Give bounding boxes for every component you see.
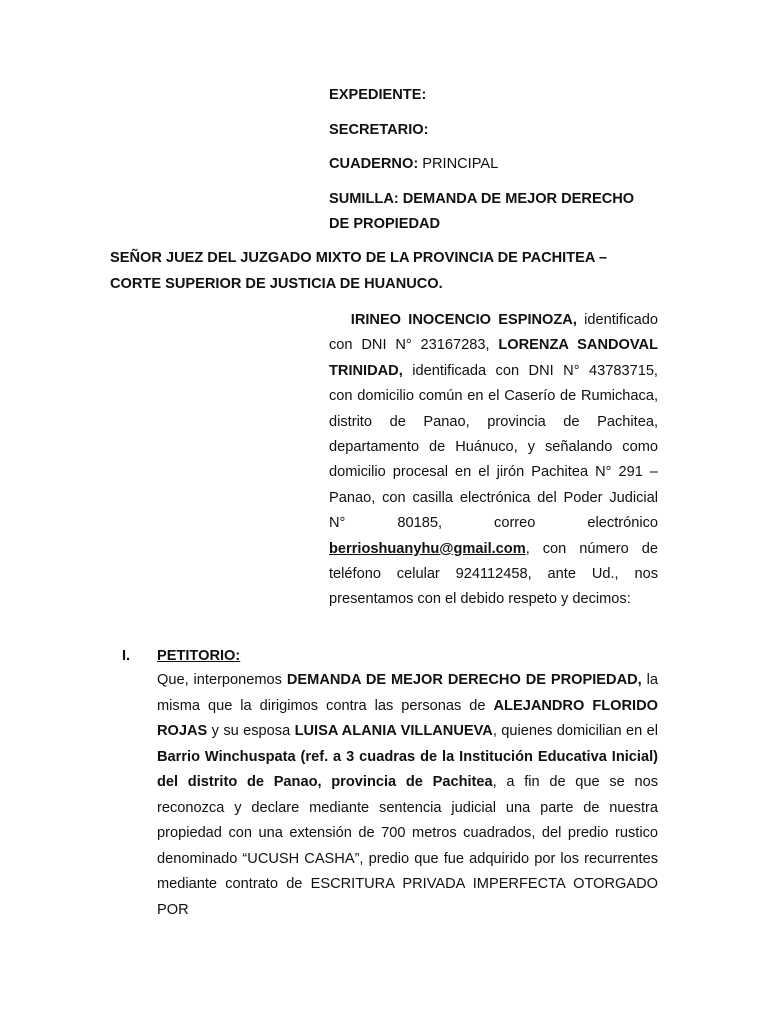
- intro-text-2: identificada con DNI N° 43783715, con domicilio común en el Caserío de Rumichaca, distrito de Panao, provincia de Pachitea, departamento de Huánuco, y señalando como domicilio procesal en el jirón Pachitea N° 291 – Panao, con casilla electrónica del Poder Judicial N° 80185, correo electrónico: [329, 362, 658, 532]
- sumilla-text-2: DE PROPIEDAD: [329, 216, 441, 232]
- secretario-line: [329, 121, 428, 139]
- email-link[interactable]: berrioshuanyhu@gmail.com: [329, 540, 526, 557]
- cuaderno-value: PRINCIPAL: [422, 156, 499, 172]
- petitorio-paragraph: [157, 668, 658, 923]
- expediente-label: EXPEDIENTE:: [329, 87, 427, 103]
- defendant-address: Barrio Winchuspata (ref. a 3 cuadras de la Institución Educativa Inicial) del distrito de Panao, provincia de Pachitea: [157, 748, 658, 791]
- demand-type: DEMANDA DE MEJOR DERECHO DE PROPIEDAD,: [286, 672, 642, 688]
- intro-text-3: , con número de teléfono celular 924112458, ante Ud., nos presentamos con el debido respeto y decimos:: [329, 540, 658, 608]
- petitorio-text-1: Que, interponemos: [157, 672, 287, 688]
- sumilla-text-1: SUMILLA: DEMANDA DE MEJOR DERECHO: [329, 191, 635, 207]
- section-title: PETITORIO:: [157, 648, 241, 664]
- petitorio-text-4: , quienes domicilian en el: [492, 723, 658, 740]
- petitorio-text-3: y su esposa: [207, 723, 295, 740]
- intro-text-1: identificado con DNI N° 23167283,: [329, 312, 658, 354]
- section-number: I.: [122, 648, 131, 664]
- defendant-1-name: ALEJANDRO FLORIDO ROJAS: [157, 697, 658, 740]
- sumilla-line-2: [329, 215, 440, 233]
- cuaderno-label: CUADERNO:: [329, 156, 419, 172]
- intro-paragraph: [329, 308, 658, 613]
- sumilla-line-1: [329, 190, 634, 208]
- plaintiff-2-name: LORENZA SANDOVAL TRINIDAD,: [329, 337, 658, 379]
- addressee-line-2: CORTE SUPERIOR DE JUSTICIA DE HUANUCO.: [110, 276, 443, 292]
- petitorio-text-5: , a fin de que se nos reconozca y declare mediante sentencia judicial una parte de nuestra propiedad con una extensión de 700 metros cuadrados, del predio rustico denominado “UCUSH CASHA”, predio que fue adquirido por los recurrentes mediante contrato de ESCRITURA PRIVADA IMPERFECTA OTORGADO POR: [157, 774, 658, 918]
- defendant-2-name: LUISA ALANIA VILLANUEVA: [294, 723, 493, 740]
- petitorio-text-2: la misma que la dirigimos contra las personas de: [157, 672, 658, 714]
- cuaderno-line: [329, 155, 498, 173]
- addressee-line-1: SEÑOR JUEZ DEL JUZGADO MIXTO DE LA PROVINCIA DE PACHITEA –: [110, 250, 608, 266]
- expediente-line: [329, 86, 426, 104]
- plaintiff-1-name: IRINEO INOCENCIO ESPINOZA,: [350, 312, 577, 328]
- secretario-label: SECRETARIO:: [329, 122, 429, 138]
